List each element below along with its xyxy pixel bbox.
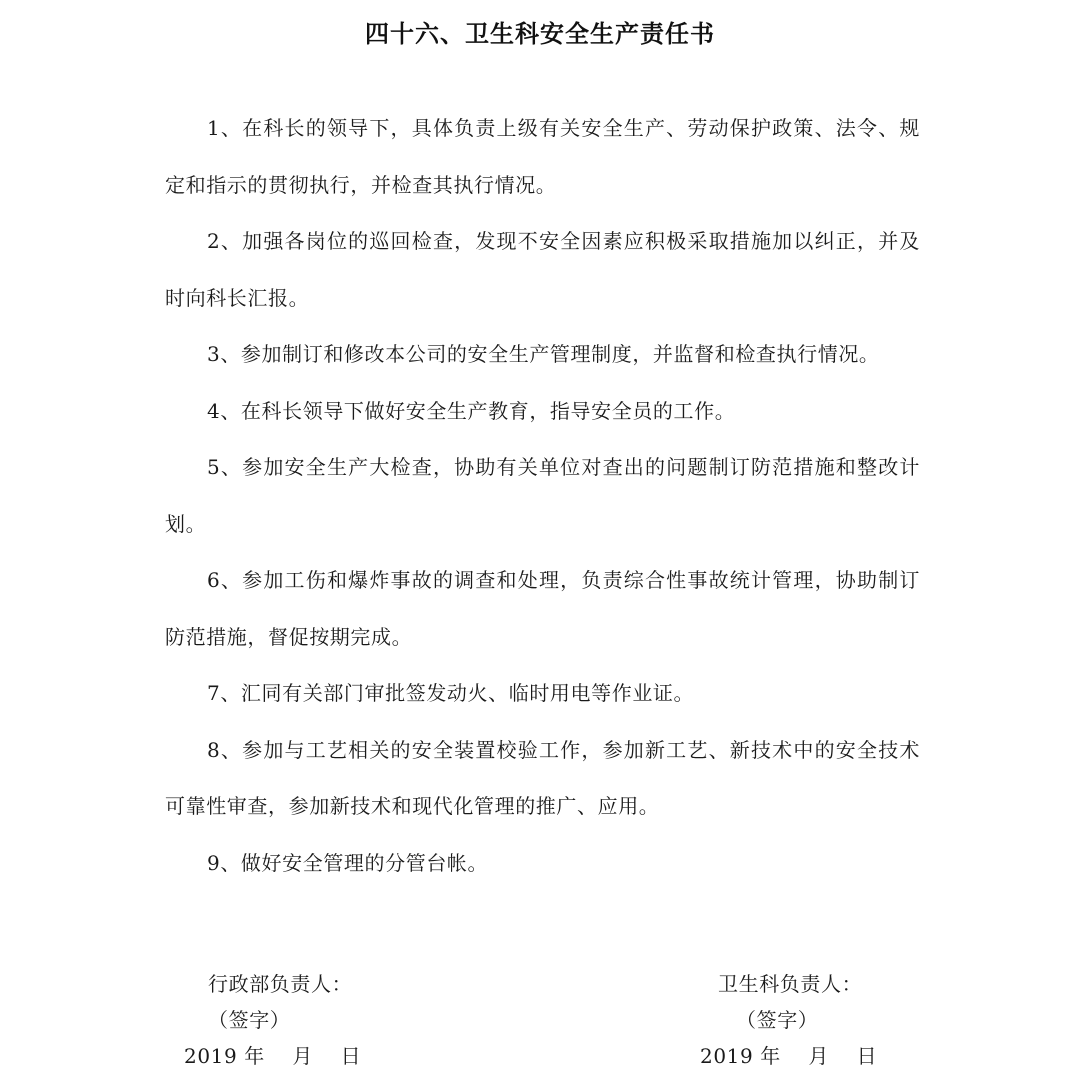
clause-2: 2、加强各岗位的巡回检查，发现不安全因素应积极采取措施加以纠正，并及时向科长汇报。 [165, 229, 920, 310]
signature-role-health: 卫生科负责人： [718, 972, 863, 996]
signature-line-health: （签字） [736, 1008, 819, 1032]
clause-7: 7、汇同有关部门审批签发动火、临时用电等作业证。 [207, 681, 695, 705]
clause-3: 3、参加制订和修改本公司的安全生产管理制度，并监督和检查执行情况。 [207, 342, 880, 366]
signature-role-admin: 行政部负责人： [208, 972, 353, 996]
clause-5: 5、参加安全生产大检查，协助有关单位对查出的问题制订防范措施和整改计划。 [165, 455, 920, 536]
signature-date-admin: 2019 年 月 日 [184, 1044, 362, 1068]
signature-date-health: 2019 年 月 日 [700, 1044, 878, 1068]
clause-9: 9、做好安全管理的分管台帐。 [207, 850, 489, 875]
document-body [165, 100, 920, 891]
clause-4: 4、在科长领导下做好安全生产教育，指导安全员的工作。 [207, 398, 736, 423]
signature-block-health [700, 966, 877, 1074]
signature-line-admin: （签字） [208, 1008, 291, 1032]
clause-8: 8、参加与工艺相关的安全装置校验工作，参加新工艺、新技术中的安全技术可靠性审查，参加新技术和现代化管理的推广、应用。 [165, 737, 920, 818]
signature-block-admin [184, 966, 361, 1074]
clause-6: 6、参加工伤和爆炸事故的调查和处理，负责综合性事故统计管理，协助制订防范措施，督促按期完成。 [165, 568, 920, 649]
clause-1: 1、在科长的领导下，具体负责上级有关安全生产、劳动保护政策、法令、规定和指示的贯彻执行，并检查其执行情况。 [165, 116, 920, 197]
page-title: 四十六、卫生科安全生产责任书 [365, 20, 715, 48]
